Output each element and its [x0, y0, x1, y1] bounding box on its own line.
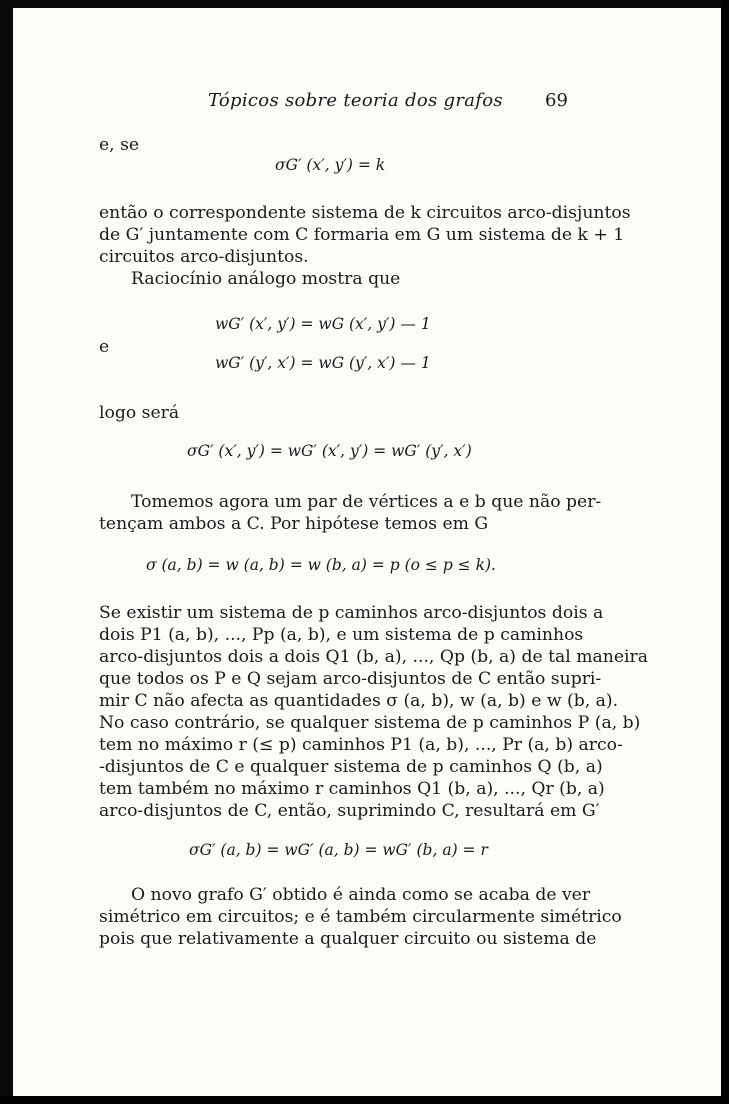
- paragraph-line: tem no máximo r (≤ p) caminhos P1 (a, b), ..., Pr (a, b) arco-: [99, 735, 623, 755]
- paragraph-line: que todos os P e Q sejam arco-disjuntos de C então supri-: [99, 669, 602, 689]
- equation-4: σG′ (x′, y′) = wG′ (x′, y′) = wG′ (y′, x′): [187, 442, 472, 460]
- paragraph-line: então o correspondente sistema de k circuitos arco-disjuntos: [99, 203, 631, 223]
- paragraph-line: No caso contrário, se qualquer sistema de p caminhos P (a, b): [99, 713, 641, 733]
- scan-border-bottom: [0, 1096, 729, 1104]
- paragraph-line: Tomemos agora um par de vértices a e b que não per-: [131, 492, 602, 512]
- text-e: e: [99, 337, 110, 357]
- paragraph-line: Se existir um sistema de p caminhos arco-disjuntos dois a: [99, 603, 604, 623]
- paragraph-line: tem também no máximo r caminhos Q1 (b, a), ..., Qr (b, a): [99, 779, 605, 799]
- paragraph-line: O novo grafo G′ obtido é ainda como se acaba de ver: [131, 885, 591, 905]
- paragraph-line: tençam ambos a C. Por hipótese temos em G: [99, 514, 489, 534]
- equation-3: wG′ (y′, x′) = wG (y′, x′) — 1: [215, 354, 431, 372]
- page-number: 69: [545, 90, 568, 111]
- equation-6: σG′ (a, b) = wG′ (a, b) = wG′ (b, a) = r: [189, 841, 488, 859]
- paragraph-line: mir C não afecta as quantidades σ (a, b), w (a, b) e w (b, a).: [99, 691, 619, 711]
- paragraph-line: circuitos arco-disjuntos.: [99, 247, 309, 267]
- running-header: [13, 90, 721, 120]
- paragraph-line: de G′ juntamente com C formaria em G um sistema de k + 1: [99, 225, 625, 245]
- paragraph-line: arco-disjuntos dois a dois Q1 (b, a), ..., Qp (b, a) de tal maneira: [99, 647, 648, 667]
- equation-1: σG′ (x′, y′) = k: [275, 156, 386, 174]
- paragraph-line: pois que relativamente a qualquer circuito ou sistema de: [99, 929, 597, 949]
- scan-border-right: [721, 0, 729, 1104]
- paragraph-line: Raciocínio análogo mostra que: [131, 269, 401, 289]
- text-logo-sera: logo será: [99, 403, 180, 423]
- book-page: [13, 8, 721, 1096]
- running-title: Tópicos sobre teoria dos grafos: [208, 90, 503, 111]
- paragraph-line: simétrico em circuitos; e é também circularmente simétrico: [99, 907, 622, 927]
- paragraph-line: dois P1 (a, b), ..., Pp (a, b), e um sistema de p caminhos: [99, 625, 584, 645]
- equation-2: wG′ (x′, y′) = wG (x′, y′) — 1: [215, 315, 431, 333]
- equation-5: σ (a, b) = w (a, b) = w (b, a) = p (o ≤ p ≤ k).: [146, 556, 496, 574]
- paragraph-line: -disjuntos de C e qualquer sistema de p caminhos Q (b, a): [99, 757, 603, 777]
- text-e-se: e, se: [99, 135, 140, 155]
- paragraph-line: arco-disjuntos de C, então, suprimindo C, resultará em G′: [99, 801, 600, 821]
